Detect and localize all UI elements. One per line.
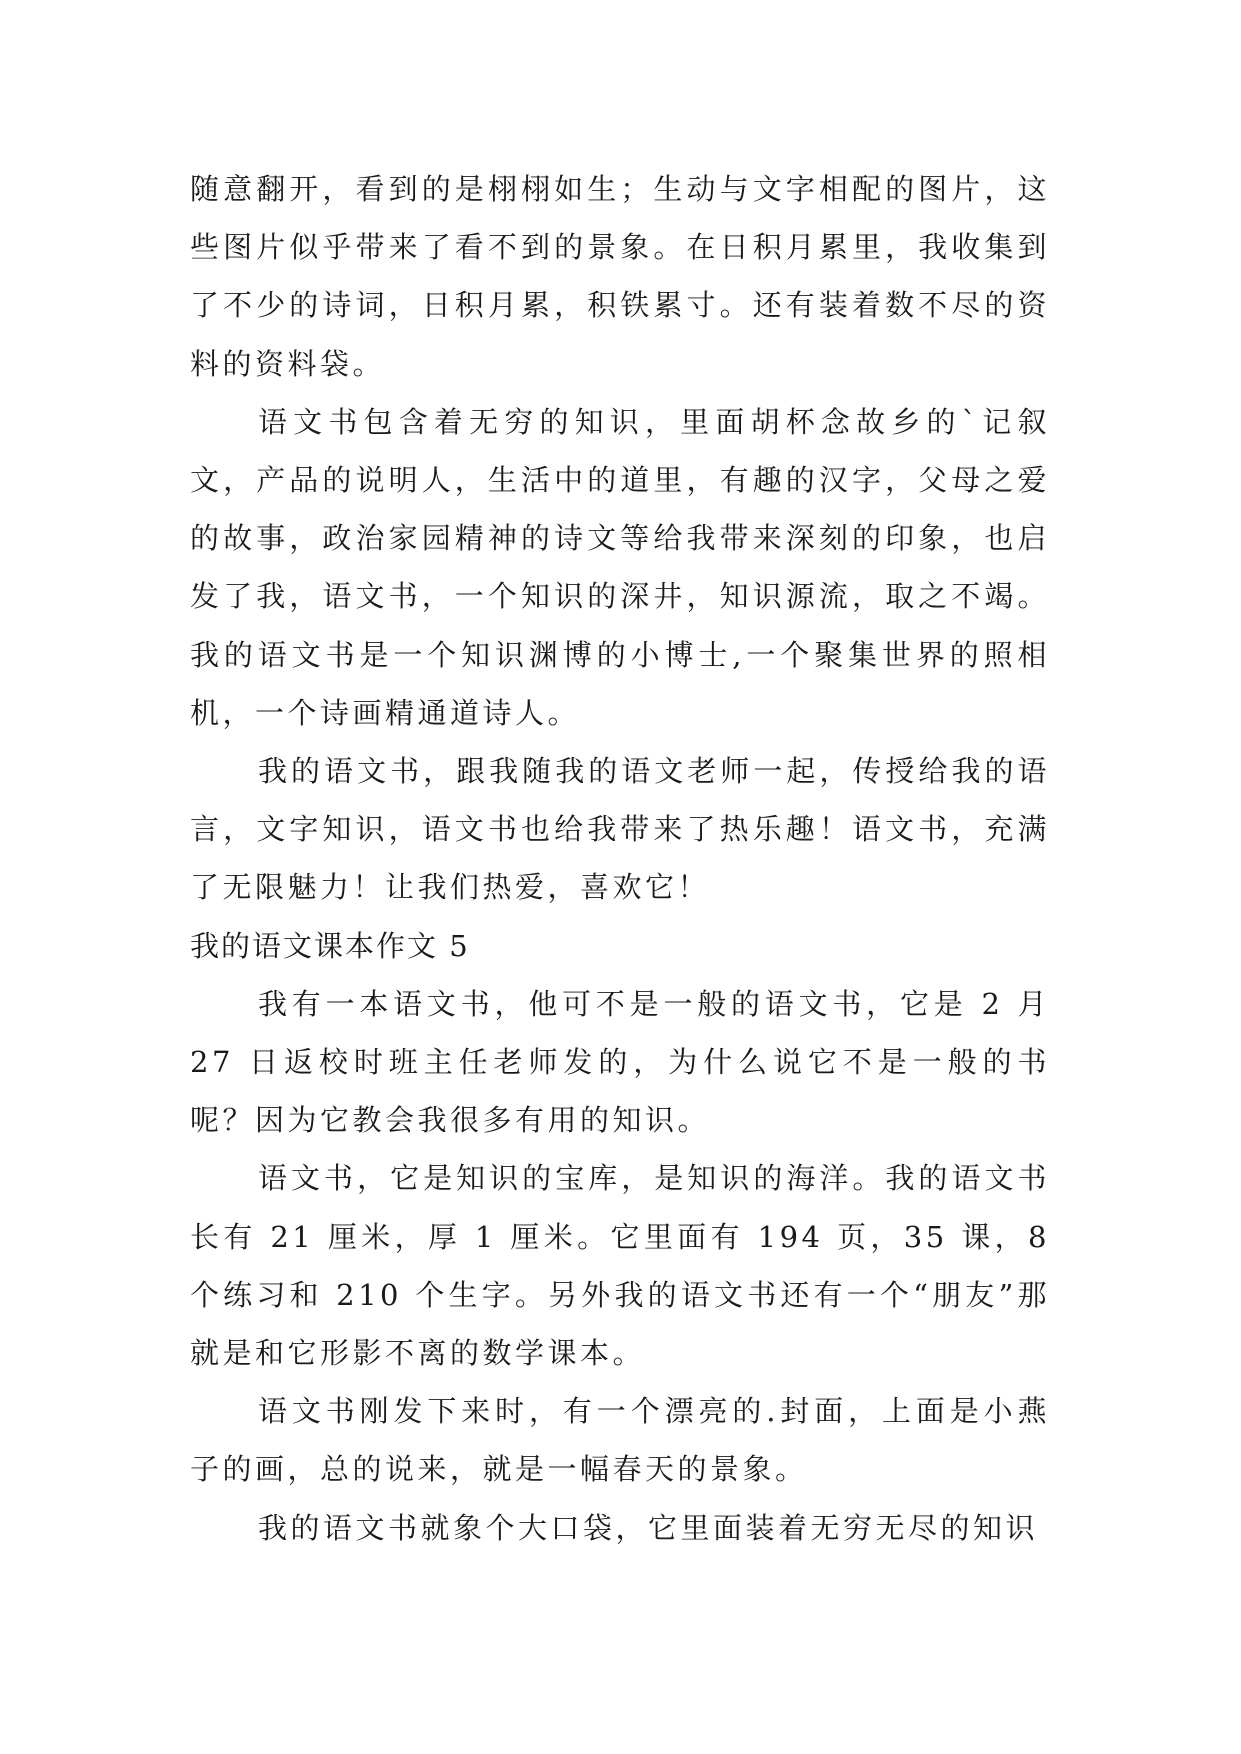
paragraph-6: 语文书刚发下来时，有一个漂亮的.封面，上面是小燕子的画，总的说来，就是一幅春天的景象。 [190, 1394, 1050, 1487]
paragraph-7: 我的语文书就象个大口袋，它里面装着无穷无尽的知识 [258, 1510, 1039, 1545]
paragraph-4: 我有一本语文书，他可不是一般的语文书，它是 2 月 27 日返校时班主任老师发的，为什么说它不是一般的书呢？因为它教会我很多有用的知识。 [190, 986, 1050, 1138]
section-heading: 我的语文课本作文 5 [190, 928, 470, 963]
paragraph-1: 随意翻开，看到的是栩栩如生；生动与文字相配的图片，这些图片似乎带来了看不到的景象。在日积月累里，我收集到了不少的诗词，日积月累，积铁累寸。还有装着数不尽的资料的资料袋。 [190, 172, 1050, 381]
paragraph-2: 语文书包含着无穷的知识，里面胡杯念故乡的`记叙文，产品的说明人，生活中的道里，有趣的汉字，父母之爱的故事，政治家园精神的诗文等给我带来深刻的印象，也启发了我，语文书，一个知识的深井，知识源流，取之不竭。 我的语文书是一个知识渊博的小博士,一个聚集世界的照相机，一个诗画精通道诗人。 [190, 404, 1050, 730]
document-body [190, 160, 1050, 1557]
paragraph-5: 语文书，它是知识的宝库，是知识的海洋。我的语文书长有 21 厘米，厚 1 厘米。它里面有 194 页，35 课，8 个练习和 210 个生字。另外我的语文书还有一个“朋友”那就是和它形影不离的数学课本。 [190, 1161, 1050, 1371]
paragraph-3: 我的语文书，跟我随我的语文老师一起，传授给我的语言，文字知识，语文书也给我带来了热乐趣！语文书，充满了无限魅力！让我们热爱，喜欢它！ [190, 754, 1050, 905]
